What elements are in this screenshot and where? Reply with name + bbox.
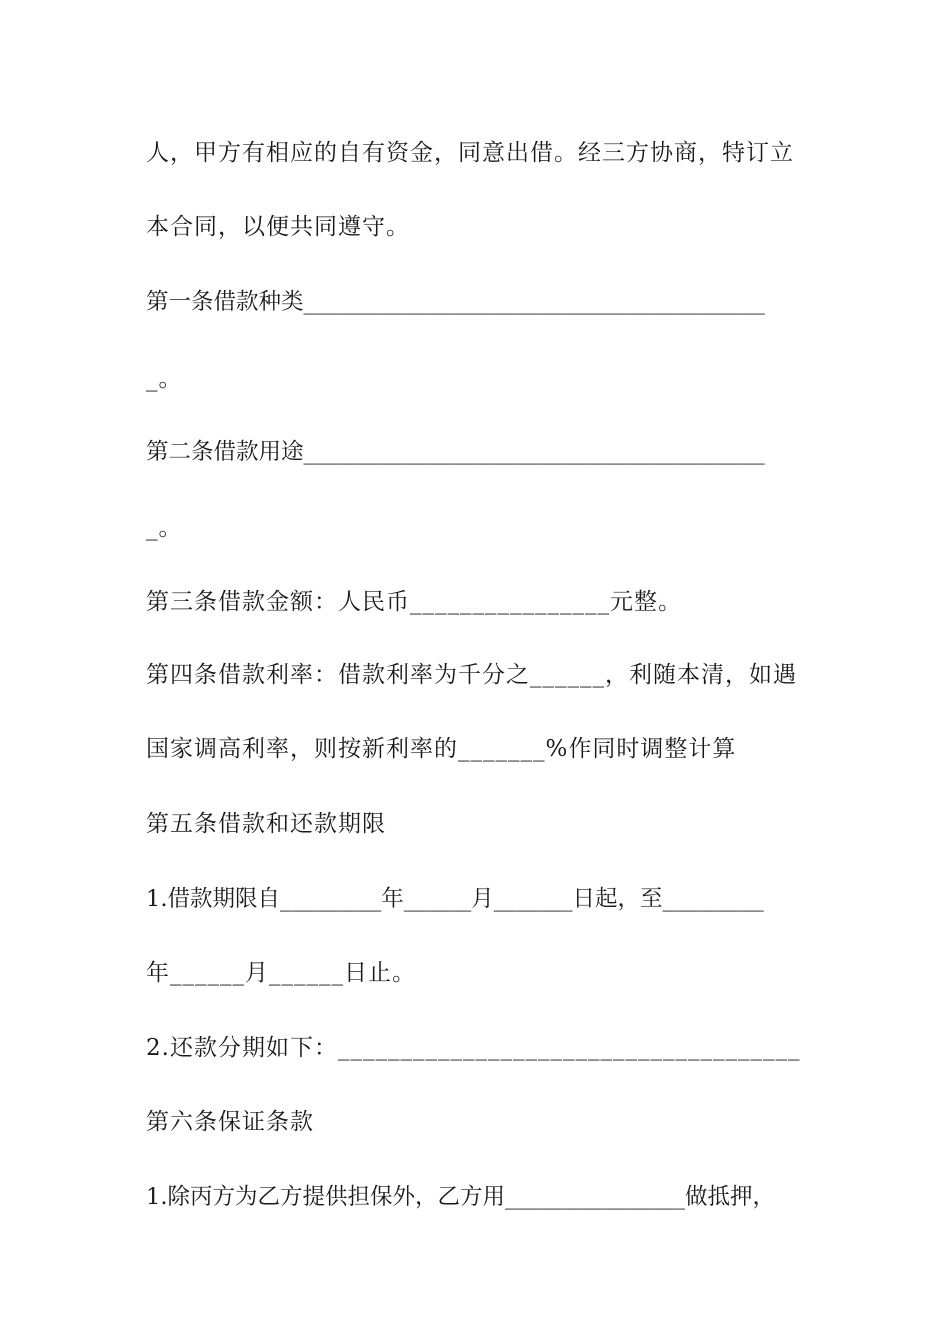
paragraph-line: 人，甲方有相应的自有资金，同意出借。经三方协商，特订立 — [146, 140, 794, 166]
clause-4-interest-rate: 第四条借款利率：借款利率为千分之______，利随本清，如遇 — [146, 662, 797, 688]
clause-2-continuation: _。 — [146, 515, 183, 541]
clause-3-loan-amount: 第三条借款金额：人民币________________元整。 — [146, 589, 682, 615]
clause-6-heading: 第六条保证条款 — [146, 1109, 314, 1135]
paragraph-line: 本合同，以便共同遵守。 — [146, 214, 410, 240]
clause-1-continuation: _。 — [146, 366, 183, 392]
clause-5-item-1-continuation: 年______月______日止。 — [146, 960, 416, 986]
clause-5-item-1: 1.借款期限自_________年______月_______日起，至_________ — [146, 886, 764, 912]
clause-4-continuation: 国家调高利率，则按新利率的_______%作同时调整计算 — [146, 736, 737, 762]
clause-6-item-1: 1.除丙方为乙方提供担保外，乙方用________________做抵押， — [146, 1184, 775, 1210]
clause-2-loan-purpose: 第二条借款用途_________________________________________ — [146, 439, 765, 465]
clause-5-heading: 第五条借款和还款期限 — [146, 811, 386, 837]
clause-5-item-2: 2.还款分期如下：_____________________________________ — [146, 1035, 801, 1061]
clause-1-loan-type: 第一条借款种类_________________________________________ — [146, 289, 765, 315]
